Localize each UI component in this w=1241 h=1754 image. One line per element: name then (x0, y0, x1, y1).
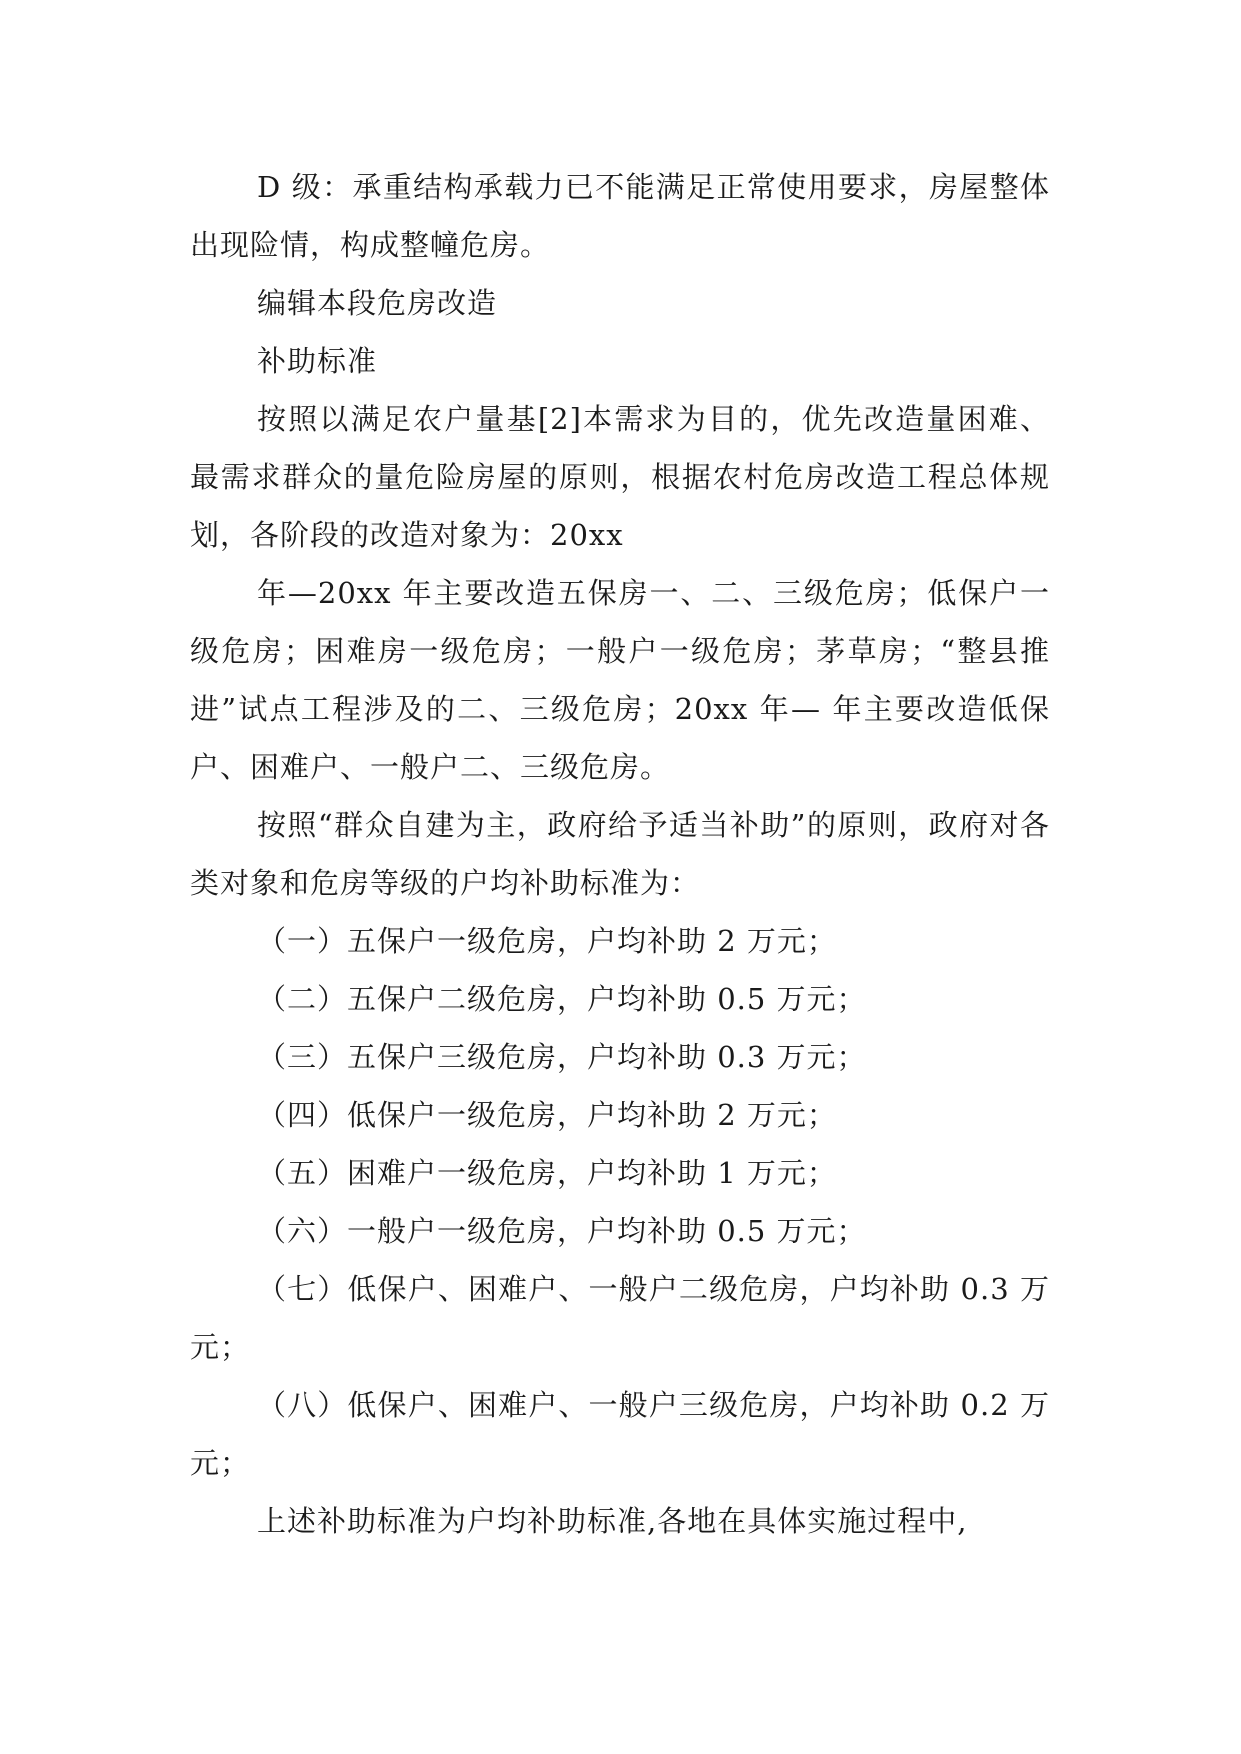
paragraph-closing: 上述补助标准为户均补助标准,各地在具体实施过程中, (257, 1504, 968, 1538)
section-heading-subsidy: 补助标准 (257, 344, 378, 378)
list-item-3: （三）五保户三级危房，户均补助 0.3 万元； (257, 1040, 867, 1074)
list-item-5: （五）困难户一级危房，户均补助 1 万元； (257, 1156, 837, 1190)
list-item-1: （一）五保户一级危房，户均补助 2 万元； (257, 924, 837, 958)
document-body (190, 158, 1050, 1550)
list-item-6: （六）一般户一级危房，户均补助 0.5 万元； (257, 1214, 867, 1248)
paragraph-d-grade: D 级：承重结构承载力已不能满足正常使用要求，房屋整体出现险情，构成整幢危房。 (190, 170, 1050, 262)
paragraph-subsidy-principle: 按照“群众自建为主，政府给予适当补助”的原则，政府对各类对象和危房等级的户均补助标准为： (190, 808, 1050, 900)
list-item-4: （四）低保户一级危房，户均补助 2 万元； (257, 1098, 837, 1132)
paragraph-principle: 按照以满足农户量基[2]本需求为目的，优先改造量困难、最需求群众的量危险房屋的原则，根据农村危房改造工程总体规划，各阶段的改造对象为：20xx (190, 402, 1050, 552)
list-item-7: （七）低保户、困难户、一般户二级危房，户均补助 0.3 万元； (190, 1272, 1050, 1364)
list-item-8: （八）低保户、困难户、一般户三级危房，户均补助 0.2 万元； (190, 1388, 1050, 1480)
list-item-2: （二）五保户二级危房，户均补助 0.5 万元； (257, 982, 867, 1016)
paragraph-phases: 年—20xx 年主要改造五保房一、二、三级危房；低保户一级危房；困难房一级危房；一般户一级危房；茅草房；“整县推进”试点工程涉及的二、三级危房；20xx 年— 年主要改造低保户、困难户、一般户二、三级危房。 (190, 576, 1050, 784)
section-heading-edit: 编辑本段危房改造 (257, 286, 498, 320)
